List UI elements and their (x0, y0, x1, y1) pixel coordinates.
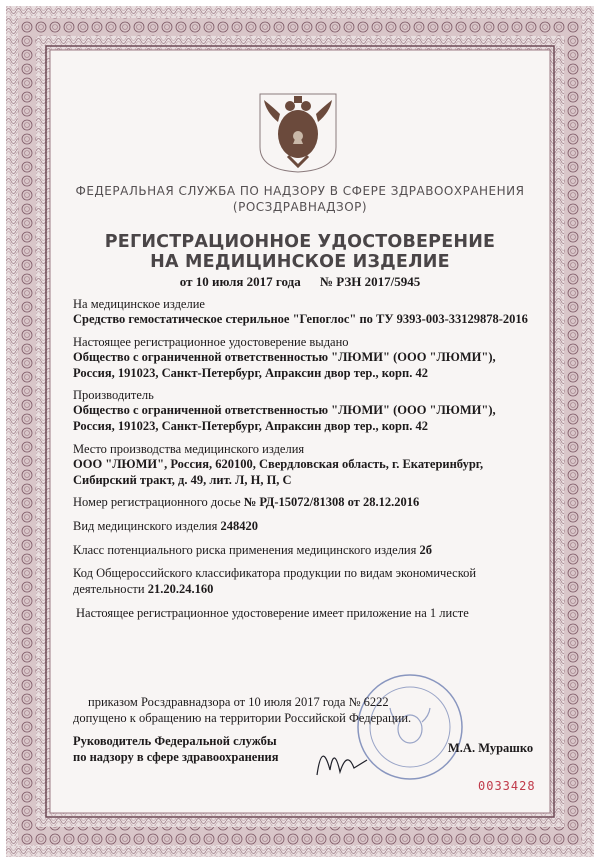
certificate-dateline (60, 274, 540, 290)
handwritten-signature (312, 730, 372, 780)
russian-coat-of-arms-icon (258, 92, 338, 174)
dossier-row (73, 495, 419, 510)
head-title-line-1: Руководитель Федеральной службы (73, 734, 277, 748)
agency-short-name: (РОСЗДРАВНАДЗОР) (232, 200, 368, 214)
registration-number: № РЗН 2017/5945 (319, 274, 421, 289)
device-type-row (73, 519, 258, 534)
signer-name: М.А. Мурашко (448, 741, 534, 755)
issued-line-1: Общество с ограниченной ответственностью "ЛЮМИ" (ООО "ЛЮМИ"), (73, 350, 496, 364)
site-label: Место производства медицинского изделия (73, 442, 305, 456)
order-line-2: допущено к обращению на территории Российской Федерации. (73, 711, 412, 725)
agency-name: ФЕДЕРАЛЬНАЯ СЛУЖБА ПО НАДЗОРУ В СФЕРЕ ЗДРАВООХРАНЕНИЯ (75, 184, 525, 198)
risk-class-label: Класс потенциального риска применения медицинского изделия (73, 543, 420, 557)
okp-value: 21.20.24.160 (147, 582, 214, 596)
issued-line-2: Россия, 191023, Санкт-Петербург, Апраксин двор тер., корп. 42 (73, 366, 428, 380)
serial-number: 0033428 (478, 779, 536, 793)
risk-class-row (73, 543, 432, 558)
dossier-label: Номер регистрационного досье (73, 495, 244, 509)
okp-row (73, 582, 213, 597)
appendix-note: Настоящее регистрационное удостоверение имеет приложение на 1 листе (76, 606, 469, 620)
okp-label-cont: деятельности (73, 582, 148, 596)
site-line-1: ООО "ЛЮМИ", Россия, 620100, Свердловская область, г. Екатеринбург, (73, 457, 484, 471)
device-type-value: 248420 (220, 519, 258, 533)
order-line-1: приказом Росздравнадзора от 10 июля 2017 года № 6222 (88, 695, 389, 709)
dossier-value: № РД-15072/81308 от 28.12.2016 (243, 495, 420, 509)
issue-date: от 10 июля 2017 года (179, 274, 301, 289)
site-line-2: Сибирский тракт, д. 49, лит. Л, Н, П, С (73, 473, 292, 487)
device-value: Средство гемостатическое стерильное "Гепоглос" по ТУ 9393-003-33129878-2016 (73, 312, 528, 326)
risk-class-value: 2б (419, 543, 432, 557)
okp-label: Код Общероссийского классификатора продукции по видам экономической (73, 566, 477, 580)
issued-label: Настоящее регистрационное удостоверение выдано (73, 335, 349, 349)
device-type-label: Вид медицинского изделия (73, 519, 221, 533)
manufacturer-line-1: Общество с ограниченной ответственностью "ЛЮМИ" (ООО "ЛЮМИ"), (73, 403, 496, 417)
certificate-title: РЕГИСТРАЦИОННОЕ УДОСТОВЕРЕНИЕ (104, 232, 496, 252)
manufacturer-label: Производитель (73, 388, 154, 402)
certificate-subtitle: НА МЕДИЦИНСКОЕ ИЗДЕЛИЕ (150, 252, 450, 272)
manufacturer-line-2: Россия, 191023, Санкт-Петербург, Апраксин двор тер., корп. 42 (73, 419, 428, 433)
head-title-line-2: по надзору в сфере здравоохранения (73, 750, 279, 764)
device-label: На медицинское изделие (73, 297, 205, 311)
